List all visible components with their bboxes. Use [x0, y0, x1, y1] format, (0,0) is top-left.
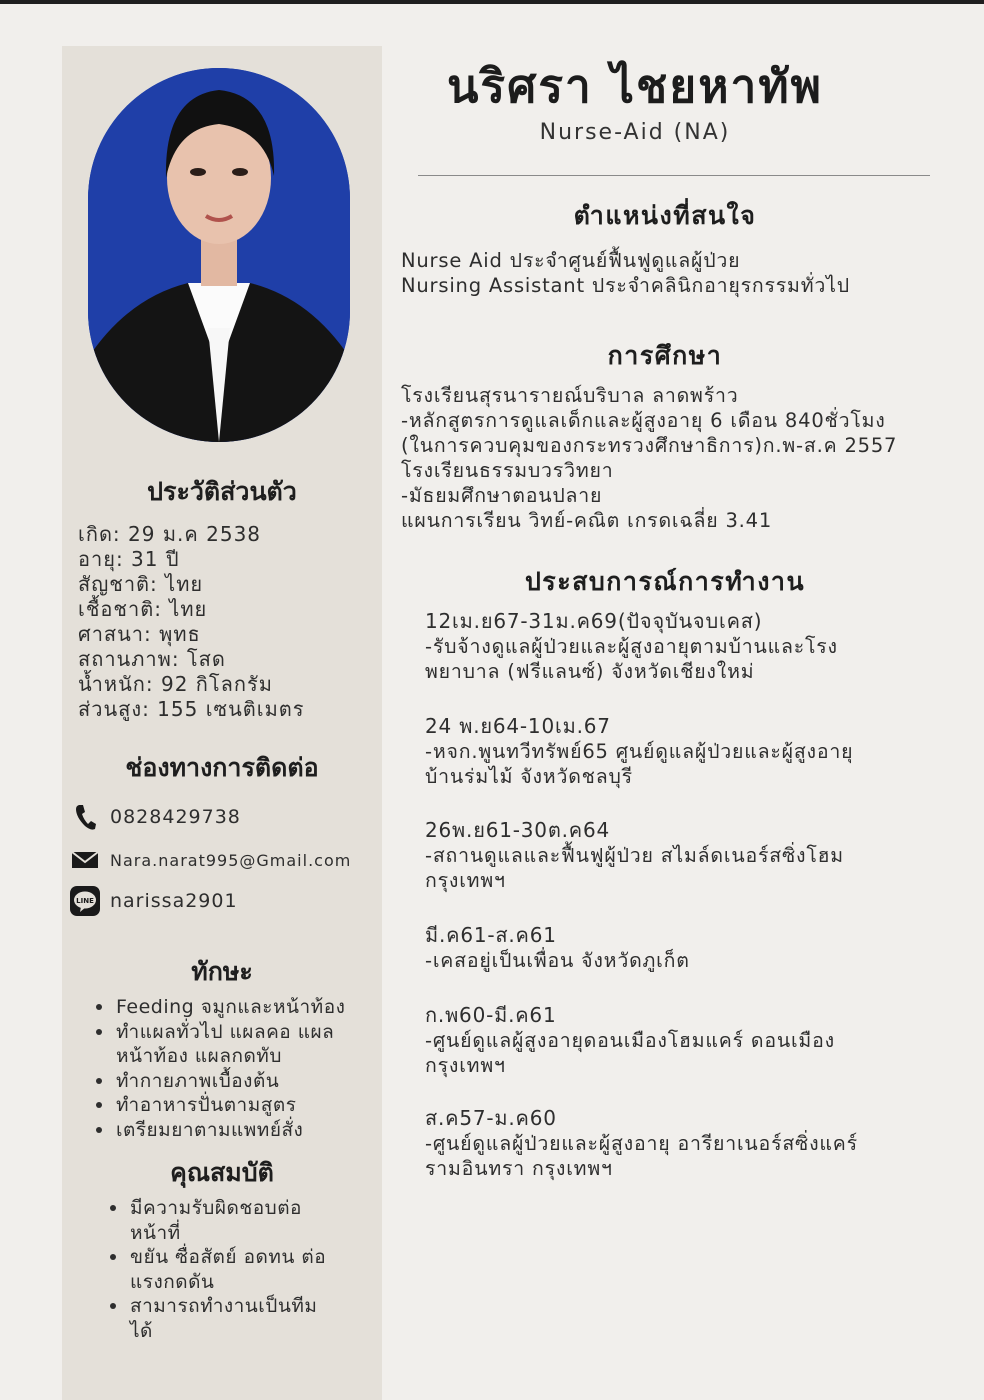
divider [418, 175, 930, 176]
phone-icon [70, 802, 100, 832]
top-border [0, 0, 984, 4]
interest-list [401, 248, 850, 298]
phone-number: 0828429738 [110, 806, 241, 828]
list-item: แผนการเรียน วิทย์-คณิต เกรดเฉลี่ย 3.41 [401, 509, 773, 532]
experience-date: ก.พ60-มี.ค61 [425, 1003, 557, 1027]
education-list [401, 383, 897, 533]
experience-desc: -หจก.พูนทวีทรัพย์65 ศูนย์ดูแลผู้ป่วยและผู้สูงอายุ บ้านร่มไม้ จังหวัดชลบุรี [425, 740, 854, 788]
interest-heading: ตำแหน่งที่สนใจ [573, 201, 757, 230]
experience-item [425, 714, 895, 789]
experience-desc: -เคสอยู่เป็นเพื่อน จังหวัดภูเก็ต [425, 949, 690, 972]
list-item: Nurse Aid ประจำศูนย์ฟื้นฟูดูแลผู้ป่วย [401, 249, 741, 272]
experience-item [425, 609, 895, 684]
weight: น้ำหนัก: 92 กิโลกรัม [78, 672, 273, 696]
list-item: (ในการควบคุมของกระทรวงศึกษาธิการ)ก.พ-ส.ค 2557 [401, 434, 898, 457]
experience-desc: -ศูนย์ดูแลผู้สูงอายุดอนเมืองโฮมแคร์ ดอนเมือง กรุงเทพฯ [425, 1029, 835, 1077]
nationality: สัญชาติ: ไทย [78, 572, 204, 596]
experience-desc: -รับจ้างดูแลผู้ป่วยและผู้สูงอายุตามบ้านและโรงพยาบาล (ฟรีแลนซ์) จังหวัดเชียงใหม่ [425, 635, 838, 683]
list-item: ทำแผลทั่วไป แผลคอ แผลหน้าท้อง แผลกดทับ [90, 1020, 346, 1069]
experience-item [425, 923, 895, 973]
list-item: Feeding จมูกและหน้าท้อง [90, 995, 370, 1020]
experience-item [425, 1003, 895, 1078]
list-item: ทำอาหารปั่นตามสูตร [90, 1093, 370, 1118]
experience-date: มี.ค61-ส.ค61 [425, 923, 557, 947]
ethnicity: เชื้อชาติ: ไทย [78, 597, 208, 621]
line-id: narissa2901 [110, 890, 238, 912]
age: อายุ: 31 ปี [78, 547, 180, 571]
list-item: เตรียมยาตามแพทย์สั่ง [90, 1118, 370, 1143]
list-item: Nursing Assistant ประจำคลินิกอายุรกรรมทั่วไป [401, 274, 850, 297]
list-item: -หลักสูตรการดูแลเด็กและผู้สูงอายุ 6 เดือน 840ชั่วโมง [401, 409, 886, 432]
job-title: Nurse-Aid (NA) [539, 120, 731, 145]
contact-heading: ช่องทางการติดต่อ [125, 753, 319, 782]
skills-heading: ทักษะ [191, 957, 253, 986]
experience-date: ส.ค57-ม.ค60 [425, 1106, 557, 1130]
religion: ศาสนา: พุทธ [78, 622, 201, 646]
list-item: มีความรับผิดชอบต่อหน้าที่ [104, 1196, 340, 1245]
qualities-list [104, 1196, 340, 1343]
mail-icon [70, 845, 100, 875]
experience-date: 26พ.ย61-30ต.ค64 [425, 818, 610, 842]
skills-list [90, 995, 370, 1142]
experience-date: 12เม.ย67-31ม.ค69(ปัจจุบันจบเคส) [425, 609, 763, 633]
svg-text:LINE: LINE [76, 897, 94, 905]
qualities-heading: คุณสมบัติ [170, 1158, 274, 1187]
list-item: -มัธยมศึกษาตอนปลาย [401, 484, 603, 507]
experience-item [425, 818, 895, 893]
list-item: ขยัน ซื่อสัตย์ อดทน ต่อแรงกดดัน [104, 1245, 340, 1294]
experience-desc: -ศูนย์ดูแลผู้ป่วยและผู้สูงอายุ อารียาเนอร์สซิ่งแคร์ รามอินทรา กรุงเทพฯ [425, 1132, 858, 1180]
list-item: ทำกายภาพเบื้องต้น [90, 1069, 370, 1094]
birth-date: เกิด: 29 ม.ค 2538 [78, 522, 262, 546]
marital-status: สถานภาพ: โสด [78, 647, 226, 671]
height: ส่วนสูง: 155 เซนติเมตร [78, 697, 305, 721]
education-heading: การศึกษา [607, 341, 723, 370]
contact-phone [70, 802, 241, 832]
full-name: นริศรา ไชยหาทัพ [446, 59, 823, 113]
profile-photo [88, 68, 350, 442]
list-item: โรงเรียนสุรนารายณ์บริบาล ลาดพร้าว [401, 384, 739, 407]
email-address: Nara.narat995@Gmail.com [110, 850, 352, 870]
contact-email [70, 845, 351, 875]
experience-item [425, 1106, 895, 1181]
contact-line [70, 886, 238, 916]
list-item: สามารถทำงานเป็นทีมได้ [104, 1294, 340, 1343]
experience-date: 24 พ.ย64-10เม.67 [425, 714, 611, 738]
personal-info-heading: ประวัติส่วนตัว [147, 477, 297, 506]
list-item: โรงเรียนธรรมบวรวิทยา [401, 459, 614, 482]
experience-desc: -สถานดูแลและฟื้นฟูผู้ป่วย สไมล์ดเนอร์สซิ่งโฮม กรุงเทพฯ [425, 844, 844, 892]
experience-heading: ประสบการณ์การทำงาน [524, 567, 806, 596]
personal-info-list [78, 522, 305, 722]
line-app-icon [70, 886, 100, 916]
